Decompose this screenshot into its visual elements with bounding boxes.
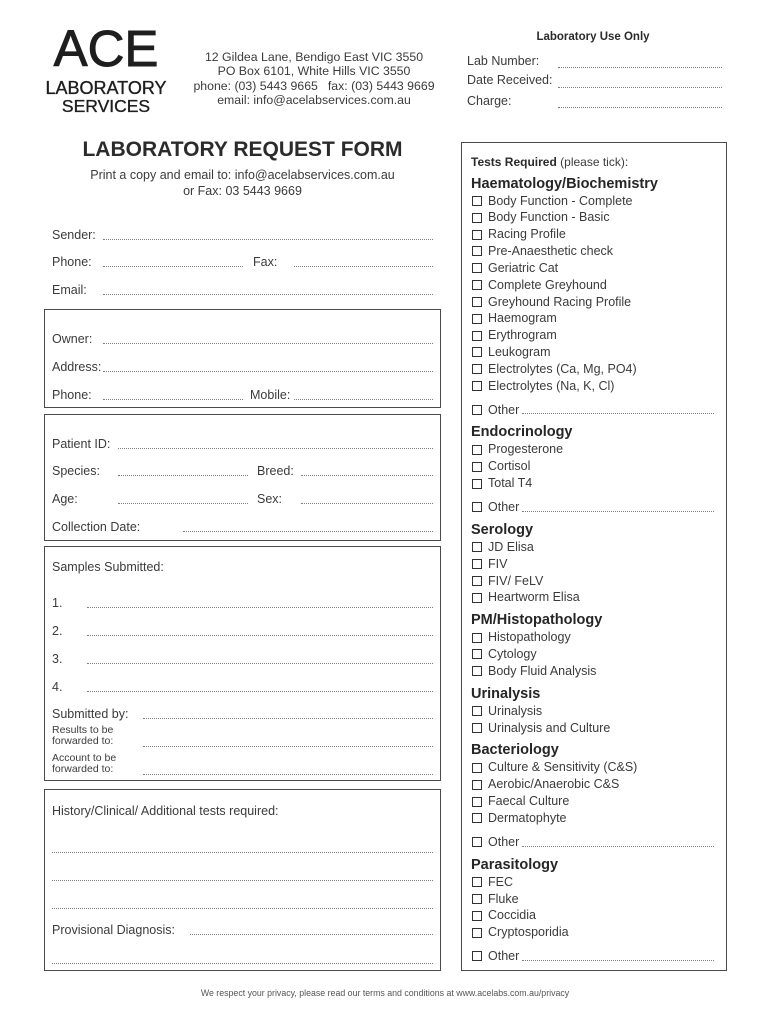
collection-date-field[interactable] bbox=[183, 531, 433, 532]
section-parasitology: Parasitology bbox=[471, 856, 559, 873]
charge-label: Charge: bbox=[467, 94, 512, 108]
date-received-label: Date Received: bbox=[467, 73, 553, 87]
checkbox[interactable] bbox=[472, 797, 482, 807]
submitted-by-label: Submitted by: bbox=[52, 707, 129, 721]
checkbox[interactable] bbox=[472, 576, 482, 586]
test-label: Complete Greyhound bbox=[488, 277, 607, 292]
test-label: Coccidia bbox=[488, 908, 536, 923]
test-body-fluid-analysis[interactable] bbox=[471, 663, 726, 680]
samples-title: Samples Submitted: bbox=[52, 560, 164, 574]
section-serology: Serology bbox=[471, 521, 534, 538]
sex-field[interactable] bbox=[301, 503, 433, 504]
checkbox[interactable] bbox=[472, 331, 482, 341]
test-total-t4[interactable] bbox=[471, 475, 726, 492]
age-label: Age: bbox=[52, 492, 78, 506]
parasitology-other-option[interactable] bbox=[471, 948, 726, 965]
logo-ace: ACE bbox=[53, 20, 159, 77]
checkbox[interactable] bbox=[472, 347, 482, 357]
lab-number-field[interactable] bbox=[558, 67, 722, 68]
test-label: Body Fluid Analysis bbox=[488, 663, 597, 678]
checkbox[interactable] bbox=[472, 706, 482, 716]
checkbox[interactable] bbox=[472, 763, 482, 773]
other-label: Other bbox=[488, 500, 520, 514]
test-leukogram[interactable] bbox=[471, 344, 726, 361]
test-coccidia[interactable] bbox=[471, 907, 726, 924]
checkbox[interactable] bbox=[472, 894, 482, 904]
age-field[interactable] bbox=[118, 503, 248, 504]
test-aerobic-anaerobic-cs[interactable] bbox=[471, 776, 726, 793]
section-endocrinology: Endocrinology bbox=[471, 424, 573, 441]
test-haemogram[interactable] bbox=[471, 310, 726, 327]
checkbox[interactable] bbox=[472, 280, 482, 290]
section-bacteriology: Bacteriology bbox=[471, 742, 559, 759]
provisional-diagnosis-field[interactable] bbox=[190, 934, 433, 935]
logo-services: SERVICES bbox=[61, 96, 151, 116]
test-label: Urinalysis bbox=[488, 703, 543, 718]
address-fax: fax: (03) 5443 9669 bbox=[327, 78, 435, 93]
form-instruction: Print a copy and email to: info@acelabservices.com.au bbox=[90, 168, 395, 182]
address-phone: phone: (03) 5443 9665 bbox=[193, 78, 318, 93]
test-cortisol[interactable] bbox=[471, 458, 726, 475]
owner-section bbox=[44, 309, 441, 408]
test-dermatophyte[interactable] bbox=[471, 810, 726, 827]
address-po-box: PO Box 6101, White Hills VIC 3550 bbox=[217, 64, 411, 79]
test-histopathology[interactable] bbox=[471, 629, 726, 646]
test-label: Geriatric Cat bbox=[488, 260, 559, 275]
test-label: JD Elisa bbox=[488, 539, 534, 554]
test-label: FEC bbox=[488, 874, 513, 889]
address-email: email: info@acelabservices.com.au bbox=[217, 92, 411, 107]
sender-email-field[interactable] bbox=[103, 294, 433, 295]
checkbox[interactable] bbox=[472, 445, 482, 455]
bacteriology-other-field[interactable] bbox=[522, 846, 714, 847]
test-label: Body Function - Complete bbox=[488, 193, 633, 208]
test-erythrogram[interactable] bbox=[471, 327, 726, 344]
test-label: Leukogram bbox=[488, 345, 551, 360]
test-label: Histopathology bbox=[488, 630, 571, 645]
checkbox[interactable] bbox=[472, 593, 482, 603]
species-label: Species: bbox=[52, 464, 100, 478]
test-cytology[interactable] bbox=[471, 646, 726, 663]
sender-fax-label: Fax: bbox=[253, 255, 278, 269]
provisional-diagnosis-line-2[interactable] bbox=[52, 963, 433, 964]
history-title: History/Clinical/ Additional tests required: bbox=[52, 804, 279, 818]
checkbox[interactable] bbox=[472, 246, 482, 256]
checkbox[interactable] bbox=[472, 462, 482, 472]
sample-3-field[interactable] bbox=[87, 663, 433, 664]
sex-label: Sex: bbox=[257, 492, 283, 506]
owner-phone-field[interactable] bbox=[103, 399, 243, 400]
test-faecal-culture[interactable] bbox=[471, 793, 726, 810]
test-progesterone[interactable] bbox=[471, 441, 726, 458]
checkbox[interactable] bbox=[472, 813, 482, 823]
checkbox[interactable] bbox=[472, 951, 482, 961]
address-street: 12 Gildea Lane, Bendigo East VIC 3550 bbox=[204, 50, 424, 64]
checkbox[interactable] bbox=[472, 297, 482, 307]
checkbox[interactable] bbox=[472, 196, 482, 206]
other-label: Other bbox=[488, 949, 520, 964]
sample-2-field[interactable] bbox=[87, 635, 433, 636]
form-title: LABORATORY REQUEST FORM bbox=[82, 138, 403, 161]
section-urinalysis: Urinalysis bbox=[471, 685, 541, 702]
charge-field[interactable] bbox=[558, 107, 722, 108]
checkbox[interactable] bbox=[472, 928, 482, 938]
test-fiv[interactable] bbox=[471, 556, 726, 573]
tests-title-bold: Tests Required bbox=[471, 155, 557, 169]
checkbox[interactable] bbox=[472, 502, 482, 512]
account-forward-label: Account to be forwarded to: bbox=[52, 751, 117, 775]
test-geriatric-cat[interactable] bbox=[471, 260, 726, 277]
test-greyhound-racing-profile[interactable] bbox=[471, 294, 726, 311]
owner-address-label: Address: bbox=[52, 360, 102, 374]
owner-phone-label: Phone: bbox=[52, 388, 92, 402]
test-heartworm-elisa[interactable] bbox=[471, 589, 726, 606]
account-forward-field[interactable] bbox=[143, 774, 433, 775]
breed-label: Breed: bbox=[257, 464, 294, 478]
checkbox[interactable] bbox=[472, 364, 482, 374]
test-label: Cryptosporidia bbox=[488, 925, 569, 940]
submitted-by-field[interactable] bbox=[143, 718, 433, 719]
date-received-field[interactable] bbox=[558, 87, 722, 88]
test-label: Electrolytes (Na, K, Cl) bbox=[488, 378, 615, 393]
checkbox[interactable] bbox=[472, 479, 482, 489]
test-fluke[interactable] bbox=[471, 891, 726, 908]
results-forward-field[interactable] bbox=[143, 746, 433, 747]
history-line-2[interactable] bbox=[52, 880, 433, 881]
test-racing-profile[interactable] bbox=[471, 226, 726, 243]
species-field[interactable] bbox=[118, 475, 248, 476]
endocrinology-other-field[interactable] bbox=[522, 511, 714, 512]
test-label: Erythrogram bbox=[488, 328, 557, 343]
haematology-other-field[interactable] bbox=[522, 413, 714, 414]
test-fec[interactable] bbox=[471, 874, 726, 891]
sender-label: Sender: bbox=[52, 228, 96, 242]
other-label: Other bbox=[488, 402, 520, 417]
test-label: Dermatophyte bbox=[488, 810, 567, 825]
test-urinalysis-and-culture[interactable] bbox=[471, 720, 726, 737]
lab-number-label: Lab Number: bbox=[467, 54, 540, 68]
checkbox[interactable] bbox=[472, 559, 482, 569]
checkbox[interactable] bbox=[472, 877, 482, 887]
tests-subtitle: (please tick): bbox=[560, 155, 629, 169]
checkbox[interactable] bbox=[472, 649, 482, 659]
sample-number: 3. bbox=[52, 652, 63, 666]
checkbox[interactable] bbox=[472, 314, 482, 324]
test-cryptosporidia[interactable] bbox=[471, 924, 726, 941]
bacteriology-other-option[interactable] bbox=[471, 834, 726, 851]
sample-number: 2. bbox=[52, 624, 63, 638]
test-body-function-basic[interactable] bbox=[471, 209, 726, 226]
checkbox[interactable] bbox=[472, 837, 482, 847]
section-haematology-biochemistry: Haematology/Biochemistry bbox=[471, 175, 658, 192]
test-label: Pre-Anaesthetic check bbox=[488, 244, 614, 259]
checkbox[interactable] bbox=[472, 780, 482, 790]
test-label: Faecal Culture bbox=[488, 794, 570, 809]
sender-email-label: Email: bbox=[52, 283, 87, 297]
section-pm-histopathology: PM/Histopathology bbox=[471, 612, 603, 629]
test-label: FIV/ FeLV bbox=[488, 573, 544, 588]
company-address bbox=[184, 50, 444, 107]
owner-field[interactable] bbox=[103, 343, 433, 344]
breed-field[interactable] bbox=[301, 475, 433, 476]
sender-phone-field[interactable] bbox=[103, 266, 243, 267]
tests-required-title bbox=[471, 155, 726, 169]
checkbox[interactable] bbox=[472, 723, 482, 733]
test-label: Racing Profile bbox=[488, 227, 566, 242]
sample-number: 1. bbox=[52, 596, 63, 610]
patient-id-label: Patient ID: bbox=[52, 437, 111, 451]
checkbox[interactable] bbox=[472, 263, 482, 273]
checkbox[interactable] bbox=[472, 405, 482, 415]
privacy-footer: We respect your privacy, please read our terms and conditions at www.acelabs.com.au/privacy bbox=[200, 988, 570, 998]
collection-date-label: Collection Date: bbox=[52, 520, 141, 534]
test-label: Cytology bbox=[488, 647, 537, 662]
sample-1-field[interactable] bbox=[87, 607, 433, 608]
sender-phone-label: Phone: bbox=[52, 255, 92, 269]
form-fax-line: or Fax: 03 5443 9669 bbox=[183, 184, 302, 198]
test-electrolytes-ca-mg-po4[interactable] bbox=[471, 361, 726, 378]
owner-address-field[interactable] bbox=[103, 371, 433, 372]
sample-4-field[interactable] bbox=[87, 691, 433, 692]
test-electrolytes-na-k-cl[interactable] bbox=[471, 378, 726, 395]
test-label: Greyhound Racing Profile bbox=[488, 294, 632, 309]
company-logo bbox=[41, 0, 171, 120]
test-jd-elisa[interactable] bbox=[471, 539, 726, 556]
test-label: Haemogram bbox=[488, 311, 557, 326]
test-label: Progesterone bbox=[488, 442, 564, 457]
test-label: FIV bbox=[488, 556, 508, 571]
other-label: Other bbox=[488, 834, 520, 849]
history-line-3[interactable] bbox=[52, 908, 433, 909]
haematology-other-option[interactable] bbox=[471, 402, 726, 419]
tests-required-panel bbox=[461, 142, 727, 971]
checkbox[interactable] bbox=[472, 381, 482, 391]
sender-fax-field[interactable] bbox=[294, 266, 433, 267]
owner-label: Owner: bbox=[52, 332, 93, 346]
results-forward-label: Results to be forwarded to: bbox=[52, 723, 114, 747]
lab-use-title: Laboratory Use Only bbox=[536, 31, 650, 43]
test-label: Culture & Sensitivity (C&S) bbox=[488, 760, 638, 775]
owner-mobile-label: Mobile: bbox=[250, 388, 291, 402]
checkbox[interactable] bbox=[472, 213, 482, 223]
test-label: Total T4 bbox=[488, 476, 533, 491]
test-fiv-felv[interactable] bbox=[471, 573, 726, 590]
test-complete-greyhound[interactable] bbox=[471, 277, 726, 294]
sender-field[interactable] bbox=[103, 239, 433, 240]
history-line-1[interactable] bbox=[52, 852, 433, 853]
checkbox[interactable] bbox=[472, 230, 482, 240]
endocrinology-other-option[interactable] bbox=[471, 499, 726, 516]
provisional-diagnosis-label: Provisional Diagnosis: bbox=[52, 923, 175, 937]
test-pre-anaesthetic-check[interactable] bbox=[471, 243, 726, 260]
owner-mobile-field[interactable] bbox=[294, 399, 433, 400]
sample-number: 4. bbox=[52, 680, 63, 694]
parasitology-other-field[interactable] bbox=[522, 960, 714, 961]
checkbox[interactable] bbox=[472, 666, 482, 676]
test-body-function-complete[interactable] bbox=[471, 193, 726, 210]
logo-laboratory: LABORATORY bbox=[45, 78, 167, 98]
test-label: Fluke bbox=[488, 891, 519, 906]
address-contact-line bbox=[184, 79, 444, 93]
checkbox[interactable] bbox=[472, 542, 482, 552]
test-label: Heartworm Elisa bbox=[488, 590, 580, 605]
test-label: Electrolytes (Ca, Mg, PO4) bbox=[488, 361, 637, 376]
test-label: Body Function - Basic bbox=[488, 210, 610, 225]
checkbox[interactable] bbox=[472, 911, 482, 921]
test-label: Aerobic/Anaerobic C&S bbox=[488, 777, 620, 792]
test-culture-sensitivity[interactable] bbox=[471, 759, 726, 776]
patient-id-field[interactable] bbox=[118, 448, 433, 449]
test-label: Urinalysis and Culture bbox=[488, 720, 611, 735]
test-urinalysis[interactable] bbox=[471, 703, 726, 720]
test-label: Cortisol bbox=[488, 459, 531, 474]
checkbox[interactable] bbox=[472, 633, 482, 643]
